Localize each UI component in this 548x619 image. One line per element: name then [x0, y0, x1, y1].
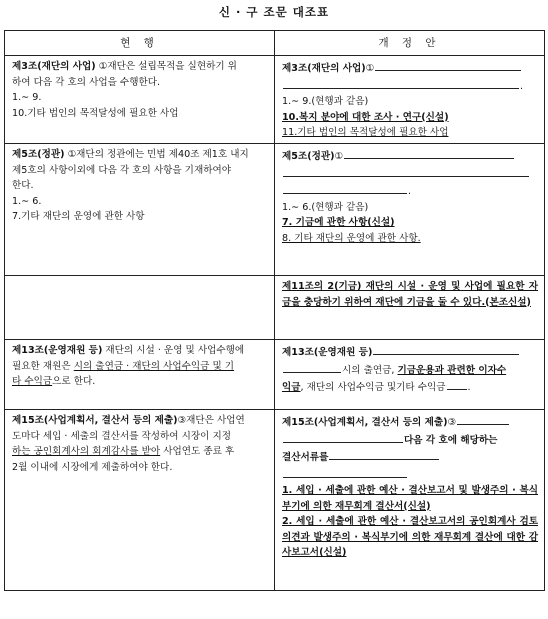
table-row: [5, 276, 545, 340]
article-title: 제5조(정관): [12, 149, 65, 160]
article-text: ①재단은 설립목적을 실현하기 위: [95, 61, 237, 72]
revised-cell: [275, 56, 545, 144]
text-line: 하여 다음 각 호의 사업을 수행한다.: [12, 76, 161, 88]
table-row: [5, 340, 545, 410]
text-line: [282, 165, 538, 183]
text-line: 제5호의 사항이외에 다음 각 호의 사항을 기재하여야: [12, 164, 232, 176]
text-fragment: 타 수익금: [12, 376, 53, 388]
current-cell: [5, 144, 275, 276]
text-line: [282, 413, 538, 431]
text-fragment: 다음 각 호에 해당하는: [404, 434, 498, 446]
text-line: 1.∼ 6.(현행과 같음): [282, 201, 369, 213]
clause-number: ①: [334, 151, 344, 162]
article-title: 제15조(사업계획서, 결산서 등의 제출): [282, 417, 448, 428]
text-line: 한다.: [12, 180, 34, 192]
text-fragment: 필요한 재원은: [12, 360, 74, 372]
text-line: 10.기타 법인의 목적달성에 필요한 사업: [12, 107, 179, 119]
blank-line: [373, 343, 519, 355]
blank-line: [283, 466, 407, 478]
current-cell: [5, 276, 275, 340]
clause-number: ①: [365, 63, 375, 74]
text-line: 11.기타 법인의 목적달성에 필요한 사업: [282, 127, 449, 139]
article-text: 제11조의 2(기금) 재단의 시설 · 운영 및 사업에 필요한 자금을 충당하기 위하여 재단에 기금을 둘 수 있다.(본조신설): [282, 281, 538, 308]
article-title: 제13조(운영재원 등): [282, 347, 373, 358]
text-fragment: 시의 출연금 · 재단의 사업수익금 및 기: [73, 360, 235, 372]
text-fragment: 하는 공인회계사의 회계감사를 받아: [12, 446, 161, 458]
text-fragment: , 재단의 사업수익금 및기타 수익금: [300, 382, 446, 394]
text-fragment: 시의 출연금,: [342, 364, 398, 376]
article-title: 제13조(운영재원 등): [12, 345, 103, 356]
text-line: [282, 466, 538, 484]
blank-line: [457, 413, 509, 425]
table-row: [5, 410, 545, 591]
text-line: 도마다 세입 · 세출의 결산서를 작성하여 시장이 지정: [12, 430, 232, 442]
table-row: [5, 56, 545, 144]
text-line: [12, 413, 268, 429]
text-fragment: 기금운용과 관련한 이자수: [397, 364, 507, 376]
text-line: 2월 이내에 시장에게 제출하여야 한다.: [12, 461, 173, 473]
article-title: 제15조(사업계획서, 결산서 등의 제출): [12, 415, 178, 426]
text-line: [282, 431, 538, 449]
blank-line: [283, 361, 341, 373]
table-row: [5, 144, 545, 276]
article-title: 제3조(재단의 사업): [282, 63, 366, 74]
list-item: 2. 세입 · 세출에 관한 예산 · 결산보고서의 공인회계사 검토의견과 발생주의 · 복식부기에 의한 재무회계 결산에 대한 감사보고서(신설): [282, 516, 538, 559]
list-item: 1. 세입 · 세출에 관한 예산 · 결산보고서 및 발생주의 · 복식부기에 의한 재무회계 결산서(신설): [282, 485, 538, 512]
revised-cell: [275, 340, 545, 410]
text-line: [282, 378, 538, 396]
comparison-table: [4, 30, 545, 591]
blank-line: [375, 59, 521, 71]
text-line: [12, 147, 268, 163]
text-line: [282, 343, 538, 361]
header-revised: 개 정 안: [275, 31, 545, 56]
blank-line: [283, 165, 529, 177]
text-line: 1.∼ 9.(현행과 같음): [282, 96, 369, 108]
text-line: 1.∼ 6.: [12, 195, 42, 207]
text-fragment: 익금: [282, 382, 301, 394]
blank-line: [283, 431, 403, 443]
blank-line: [283, 77, 519, 89]
text-line: [12, 359, 268, 375]
text-fragment: 으로 한다.: [52, 376, 96, 388]
current-cell: [5, 56, 275, 144]
text-line: [12, 374, 268, 390]
text-fragment: 사업연도 종료 후: [160, 446, 235, 458]
document-title: 신 · 구 조문 대조표: [218, 5, 330, 19]
article-title: 제3조(재단의 사업): [12, 61, 96, 72]
text-line: 7.기타 재단의 운영에 관한 사항: [12, 211, 145, 223]
text-line: .: [282, 182, 538, 200]
blank-line: [329, 448, 439, 460]
text-line: [282, 147, 538, 165]
current-cell: [5, 410, 275, 591]
article-text: ③재단은 사업연: [177, 415, 245, 426]
text-fragment: 결산서류를: [282, 452, 329, 464]
article-text: 재단의 시설 · 운영 및 사업수행에: [102, 345, 245, 356]
text-fragment: .: [467, 382, 471, 394]
text-line: [12, 444, 268, 460]
header-current: 현 행: [5, 31, 275, 56]
article-text: ①재단의 정관에는 민법 제40조 제1호 내지: [64, 149, 249, 160]
text-line: [282, 361, 538, 379]
blank-line: [447, 378, 467, 390]
revised-cell: [275, 276, 545, 340]
blank-line: [344, 147, 514, 159]
text-line: 8. 기타 재단의 운영에 관한 사항.: [282, 232, 421, 244]
revised-cell: [275, 410, 545, 591]
text-line: 10.복지 분야에 대한 조사 · 연구(신설): [282, 111, 449, 123]
clause-number: ③: [447, 417, 457, 428]
blank-line: [283, 182, 407, 194]
text-line: [12, 343, 268, 359]
text-line: 7. 기금에 관한 사항(신설): [282, 217, 395, 229]
text-line: [282, 448, 538, 466]
current-cell: [5, 340, 275, 410]
header-row: [5, 31, 545, 56]
text-line: .: [282, 77, 538, 95]
text-line: [12, 59, 268, 75]
article-title: 제5조(정관): [282, 151, 335, 162]
text-line: 1.∼ 9.: [12, 92, 42, 104]
revised-cell: [275, 144, 545, 276]
text-line: [282, 59, 538, 77]
